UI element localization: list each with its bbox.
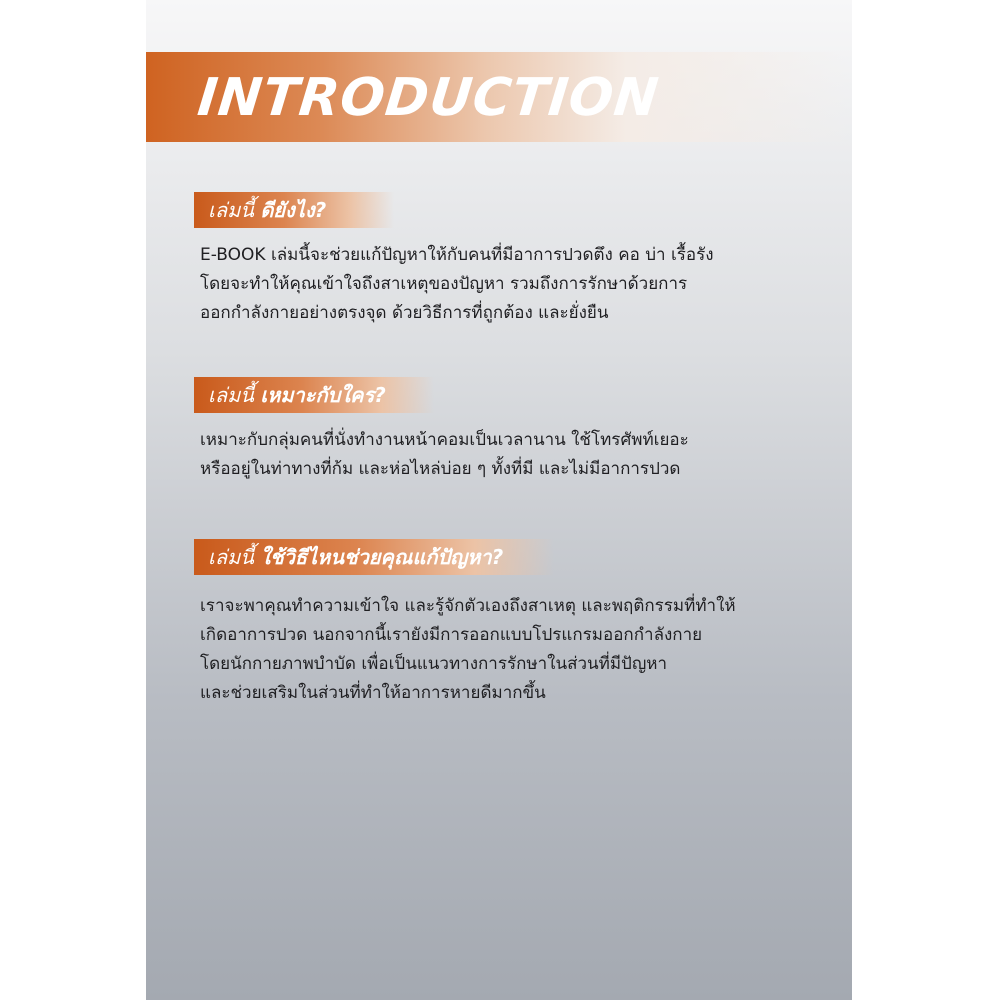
paragraph-line: หรืออยู่ในท่าทางที่ก้ม และห่อไหล่บ่อย ๆ ทั้งที่มี และไม่มีอาการปวด: [200, 459, 681, 479]
section-body-who-for: [200, 426, 800, 484]
section-heading-main: ดียังไง?: [260, 198, 327, 222]
section-heading-main: ใช้วิธีไหนช่วยคุณแก้ปัญหา?: [260, 545, 504, 569]
section-heading-how-help: [194, 539, 554, 575]
section-heading-who-for: [194, 377, 434, 413]
title-banner: [146, 52, 852, 142]
paragraph-line: ออกกำลังกายอย่างตรงจุด ด้วยวิธีการที่ถูกต้อง และยั่งยืน: [200, 303, 609, 323]
section-heading-prefix: เล่มนี้: [208, 198, 254, 222]
paragraph-line: โดยนักกายภาพบำบัด เพื่อเป็นแนวทางการรักษาในส่วนที่มีปัญหา: [200, 654, 668, 674]
paragraph-line: โดยจะทำให้คุณเข้าใจถึงสาเหตุของปัญหา รวมถึงการรักษาด้วยการ: [200, 274, 688, 294]
section-heading-why-good: [194, 192, 394, 228]
paragraph-line: และช่วยเสริมในส่วนที่ทำให้อาการหายดีมากขึ้น: [200, 683, 546, 703]
paragraph-line: เกิดอาการปวด นอกจากนี้เรายังมีการออกแบบโปรแกรมออกกำลังกาย: [200, 625, 703, 645]
page-title: INTRODUCTION: [194, 68, 662, 128]
paragraph-line: เราจะพาคุณทำความเข้าใจ และรู้จักตัวเองถึงสาเหตุ และพฤติกรรมที่ทำให้: [200, 596, 736, 616]
section-heading-prefix: เล่มนี้: [208, 383, 254, 407]
paragraph-line: เหมาะกับกลุ่มคนที่นั่งทำงานหน้าคอมเป็นเวลานาน ใช้โทรศัพท์เยอะ: [200, 430, 689, 450]
section-body-how-help: [200, 592, 800, 708]
paragraph-line: E-BOOK เล่มนี้จะช่วยแก้ปัญหาให้กับคนที่มีอาการปวดตึง คอ บ่า เรื้อรัง: [200, 245, 714, 265]
section-heading-prefix: เล่มนี้: [208, 545, 254, 569]
section-heading-main: เหมาะกับใคร?: [260, 383, 386, 407]
document-page: [146, 0, 852, 1000]
section-body-why-good: [200, 241, 800, 328]
